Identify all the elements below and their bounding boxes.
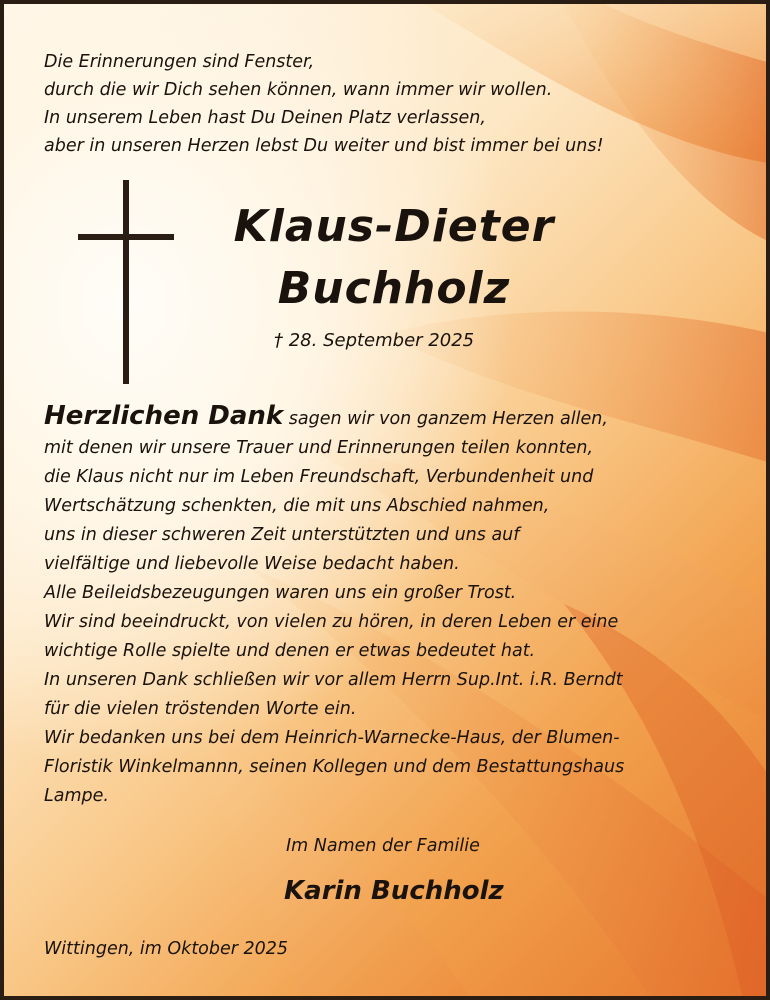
thanks-line: mit denen wir unsere Trauer und Erinnerungen teilen konnten,	[44, 438, 594, 458]
place-and-date: Wittingen, im Oktober 2025	[44, 939, 289, 959]
cross-icon	[78, 180, 174, 384]
thanks-title: Herzlichen Dank	[44, 401, 284, 431]
deceased-last-name: Buchholz	[277, 263, 511, 314]
verse-line: durch die wir Dich sehen können, wann immer wir wollen.	[44, 80, 553, 100]
thanks-line: uns in dieser schweren Zeit unterstützten und uns auf	[44, 525, 520, 545]
verse-line: In unserem Leben hast Du Deinen Platz verlassen,	[44, 108, 486, 128]
special-thanks-line: Floristik Winkelmannn, seinen Kollegen und dem Bestattungshaus	[44, 757, 625, 777]
thanks-line: Alle Beileidsbezeugungen waren uns ein großer Trost.	[44, 583, 517, 603]
signer-name: Karin Buchholz	[284, 876, 504, 906]
thanks-line: wichtige Rolle spielte und denen er etwas bedeutet hat.	[44, 641, 536, 661]
thanks-line: die Klaus nicht nur im Leben Freundschaft, Verbundenheit und	[44, 467, 594, 487]
memorial-verse	[44, 48, 603, 160]
special-thanks-line: für die vielen tröstenden Worte ein.	[44, 699, 357, 719]
deceased-first-name: Klaus-Dieter	[233, 201, 555, 252]
verse-line: aber in unseren Herzen lebst Du weiter und bist immer bei uns!	[44, 136, 604, 156]
thanks-paragraph	[44, 402, 618, 666]
thanks-first-line: sagen wir von ganzem Herzen allen,	[288, 409, 608, 429]
thanks-line: vielfältige und liebevolle Weise bedacht haben.	[44, 554, 460, 574]
special-thanks-paragraph	[44, 666, 624, 811]
special-thanks-line: Wir bedanken uns bei dem Heinrich-Warnecke-Haus, der Blumen-	[44, 728, 620, 748]
special-thanks-line: In unseren Dank schließen wir vor allem Herrn Sup.Int. i.R. Berndt	[44, 670, 623, 690]
on-behalf-of-family: Im Namen der Familie	[286, 836, 480, 856]
death-date: † 28. September 2025	[274, 330, 475, 351]
deceased-name	[204, 196, 584, 320]
thanks-line: Wertschätzung schenkten, die mit uns Abschied nahmen,	[44, 496, 550, 516]
special-thanks-line: Lampe.	[44, 786, 109, 806]
thanks-line: Wir sind beeindruckt, von vielen zu hören, in deren Leben er eine	[44, 612, 619, 632]
verse-line: Die Erinnerungen sind Fenster,	[44, 52, 315, 72]
